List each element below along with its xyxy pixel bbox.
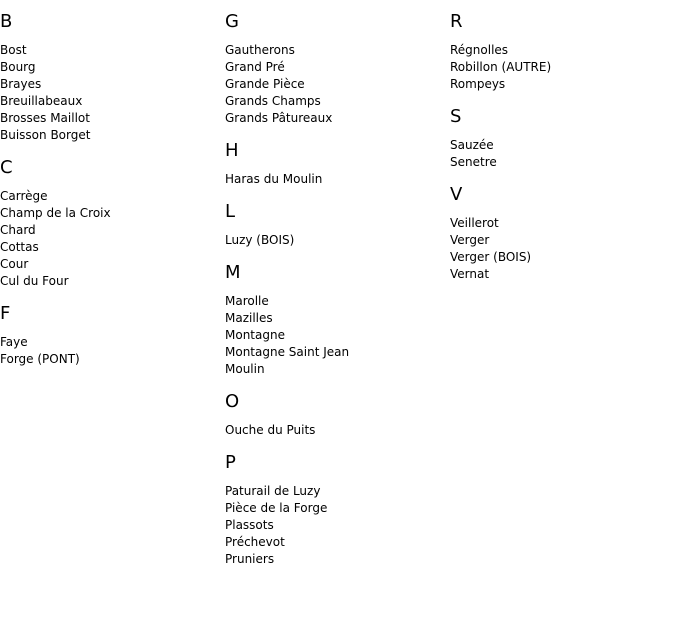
place-list — [225, 42, 445, 127]
place-list — [225, 171, 445, 188]
letter-group — [225, 202, 445, 249]
place-list — [0, 188, 220, 290]
letter-heading: R — [450, 11, 463, 32]
index-column — [0, 12, 220, 382]
letter-heading: P — [225, 452, 236, 473]
place-link[interactable]: Chard — [0, 223, 36, 237]
place-link[interactable]: Carrège — [0, 189, 48, 203]
place-link[interactable]: Luzy (BOIS) — [225, 233, 295, 247]
place-list — [225, 293, 445, 378]
place-link[interactable]: Bourg — [0, 60, 36, 74]
place-list — [225, 483, 445, 568]
place-link[interactable]: Régnolles — [450, 43, 509, 57]
letter-group — [450, 185, 670, 283]
place-link[interactable]: Pièce de la Forge — [225, 501, 328, 515]
place-link[interactable]: Breuillabeaux — [0, 94, 83, 108]
place-link[interactable]: Ouche du Puits — [225, 423, 316, 437]
place-link[interactable]: Verger — [450, 233, 490, 247]
place-link[interactable]: Montagne — [225, 328, 285, 342]
letter-heading: C — [0, 157, 13, 178]
place-link[interactable]: Grande Pièce — [225, 77, 305, 91]
place-link[interactable]: Verger (BOIS) — [450, 250, 532, 264]
place-list — [225, 232, 445, 249]
place-link[interactable]: Robillon (AUTRE) — [450, 60, 552, 74]
place-link[interactable]: Plassots — [225, 518, 274, 532]
letter-heading: L — [225, 201, 236, 222]
place-link[interactable]: Cour — [0, 257, 29, 271]
place-list — [225, 422, 445, 439]
place-link[interactable]: Paturail de Luzy — [225, 484, 321, 498]
place-link[interactable]: Pruniers — [225, 552, 275, 566]
place-link[interactable]: Faye — [0, 335, 28, 349]
place-link[interactable]: Bost — [0, 43, 27, 57]
place-link[interactable]: Veillerot — [450, 216, 499, 230]
place-list — [450, 215, 670, 283]
letter-group — [0, 304, 220, 368]
place-link[interactable]: Montagne Saint Jean — [225, 345, 350, 359]
letter-heading: S — [450, 106, 462, 127]
letter-group — [225, 12, 445, 127]
letter-group — [225, 392, 445, 439]
place-list — [450, 42, 670, 93]
letter-heading: B — [0, 11, 13, 32]
place-link[interactable]: Sauzée — [450, 138, 494, 152]
place-link[interactable]: Champ de la Croix — [0, 206, 111, 220]
place-link[interactable]: Forge (PONT) — [0, 352, 80, 366]
place-list — [0, 42, 220, 144]
letter-heading: V — [450, 184, 463, 205]
place-link[interactable]: Cul du Four — [0, 274, 69, 288]
place-link[interactable]: Grands Champs — [225, 94, 321, 108]
place-link[interactable]: Cottas — [0, 240, 39, 254]
place-link[interactable]: Gautherons — [225, 43, 295, 57]
place-list — [450, 137, 670, 171]
place-link[interactable]: Buisson Borget — [0, 128, 91, 142]
letter-heading: M — [225, 262, 241, 283]
place-link[interactable]: Brayes — [0, 77, 42, 91]
letter-group — [0, 12, 220, 144]
place-link[interactable]: Grand Pré — [225, 60, 285, 74]
index-column — [450, 12, 670, 297]
index-column — [225, 12, 445, 582]
place-list — [0, 334, 220, 368]
place-link[interactable]: Préchevot — [225, 535, 285, 549]
place-link[interactable]: Vernat — [450, 267, 490, 281]
place-link[interactable]: Brosses Maillot — [0, 111, 90, 125]
place-link[interactable]: Grands Pâtureaux — [225, 111, 333, 125]
letter-group — [225, 453, 445, 568]
place-link[interactable]: Rompeys — [450, 77, 506, 91]
letter-group — [450, 107, 670, 171]
place-link[interactable]: Moulin — [225, 362, 265, 376]
place-link[interactable]: Marolle — [225, 294, 269, 308]
place-link[interactable]: Haras du Moulin — [225, 172, 323, 186]
letter-group — [225, 263, 445, 378]
letter-heading: F — [0, 303, 11, 324]
letter-group — [0, 158, 220, 290]
letter-group — [225, 141, 445, 188]
letter-heading: H — [225, 140, 239, 161]
place-link[interactable]: Senetre — [450, 155, 497, 169]
letter-heading: G — [225, 11, 239, 32]
place-link[interactable]: Mazilles — [225, 311, 273, 325]
letter-group — [450, 12, 670, 93]
letter-heading: O — [225, 391, 240, 412]
